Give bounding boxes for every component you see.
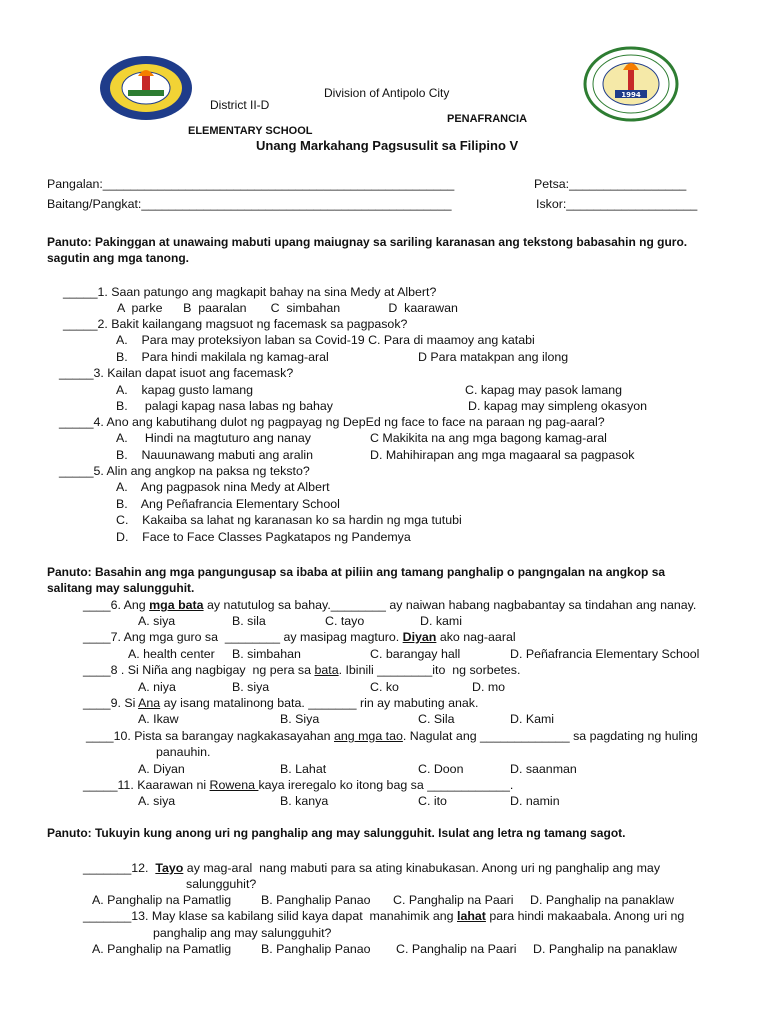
school-name-line2: ELEMENTARY SCHOOL <box>188 125 313 137</box>
section1-instructions-line2: sagutin ang mga tanong. <box>47 251 190 265</box>
question-5-option-b: B. Ang Peñafrancia Elementary School <box>116 497 340 511</box>
q10-option-b: B. Lahat <box>280 762 327 776</box>
svg-text:1994: 1994 <box>621 91 641 99</box>
question-5-option-a: A. Ang pagpasok nina Medy at Albert <box>116 480 330 494</box>
q12-underlined: Tayo <box>155 861 184 875</box>
q6-text-b: ay natutulog sa bahay.________ ay naiwan habang nagbabantay sa tindahan ang nanay. <box>203 598 697 612</box>
q7-text-b: ako nag-aaral <box>436 630 516 644</box>
question-13-continued: panghalip ang may salungguhit? <box>153 926 332 940</box>
q11-option-b: B. kanya <box>280 794 329 808</box>
q10-text-b: . Nagulat ang _____________ sa pagdating ng huling <box>402 729 698 743</box>
question-2: _____2. Bakit kailangang magsuot ng facemask sa pagpasok? <box>63 317 408 331</box>
q12-text-a: _______12. <box>83 861 156 875</box>
q7-option-b: B. simbahan <box>232 647 301 661</box>
question-10 <box>86 728 698 744</box>
q10-text-a: ____10. Pista sa barangay nagkakasayahan <box>86 729 334 743</box>
section2-instructions-line1: Panuto: Basahin ang mga pangungusap sa ibaba at piliin ang tamang panghalip o pangngalan na angkop sa <box>47 565 666 579</box>
question-3-option-d: D. kapag may simpleng okasyon <box>468 399 648 413</box>
q13-option-d: D. Panghalip na panaklaw <box>533 942 677 956</box>
q12-option-a: A. Panghalip na Pamatlig <box>92 893 232 907</box>
q9-option-c: C. Sila <box>418 712 455 726</box>
q7-text-a: ____7. Ang mga guro sa ________ ay masipag magturo. <box>83 630 403 644</box>
q11-underlined: Rowena <box>209 778 259 792</box>
division-name: Division of Antipolo City <box>324 86 450 100</box>
question-1: _____1. Saan patungo ang magkapit bahay na sina Medy at Albert? <box>63 285 437 299</box>
school-name-line1: PENAFRANCIA <box>447 113 528 125</box>
q13-text-b: para hindi makaabala. Anong uri ng <box>485 909 685 923</box>
exam-title: Unang Markahang Pagsusulit sa Filipino V <box>256 138 519 153</box>
q8-underlined: bata <box>314 663 339 677</box>
section3-instructions: Panuto: Tukuyin kung anong uri ng panghalip ang may salungguhit. Isulat ang letra ng tamang sagot. <box>47 826 626 840</box>
question-4-option-a: A. Hindi na magtuturo ang nanay <box>116 431 311 445</box>
question-10-continued: panauhin. <box>156 745 211 759</box>
q13-text-a: _______13. May klase sa kabilang silid kaya dapat manahimik ang <box>83 909 458 923</box>
question-5: _____5. Alin ang angkop na paksa ng teksto? <box>59 464 310 478</box>
question-12-continued: salungguhit? <box>186 877 257 891</box>
q6-underlined: mga bata <box>149 598 204 612</box>
q13-option-c: C. Panghalip na Paari <box>396 942 517 956</box>
question-7 <box>83 629 516 645</box>
school-seal-logo <box>583 46 679 127</box>
q7-option-a: A. health center <box>128 647 215 661</box>
question-12 <box>83 860 660 876</box>
score-field[interactable]: Iskor:___________________ <box>536 197 698 211</box>
question-11 <box>83 777 513 793</box>
question-8 <box>83 662 520 678</box>
q8-option-b: B. siya <box>232 680 270 694</box>
question-3: _____3. Kailan dapat isuot ang facemask? <box>59 366 294 380</box>
question-3-option-b: B. palagi kapag nasa labas ng bahay <box>116 399 333 413</box>
district-name: District II-D <box>210 98 270 112</box>
question-2-option-b: B. Para hindi makilala ng kamag-aral <box>116 350 329 364</box>
q6-text-a: ____6. Ang <box>83 598 150 612</box>
q7-underlined: Diyan <box>402 630 437 644</box>
q10-underlined: ang mga tao <box>334 729 403 743</box>
grade-section-field[interactable]: Baitang/Pangkat:_____________________________________________ <box>47 197 452 211</box>
q12-option-c: C. Panghalip na Paari <box>393 893 514 907</box>
q9-option-a: A. Ikaw <box>138 712 179 726</box>
q11-text-a: _____11. Kaarawan ni <box>83 778 210 792</box>
question-5-option-d: D. Face to Face Classes Pagkatapos ng Pandemya <box>116 530 411 544</box>
q6-option-d: D. kami <box>420 614 462 628</box>
question-9 <box>83 695 478 711</box>
q11-option-a: A. siya <box>138 794 176 808</box>
section2-instructions-line2: salitang may salungguhit. <box>47 581 195 595</box>
q8-text-b: . Ibinili ________ito ng sorbetes. <box>338 663 521 677</box>
q6-option-b: B. sila <box>232 614 266 628</box>
q9-text-a: ____9. Si <box>83 696 139 710</box>
name-field[interactable]: Pangalan:___________________________________________________ <box>47 177 455 191</box>
question-4-option-d: D. Mahihirapan ang mga magaaral sa pagpasok <box>370 448 635 462</box>
q11-text-b: kaya ireregalo ko itong bag sa ____________. <box>258 778 514 792</box>
q13-option-a: A. Panghalip na Pamatlig <box>92 942 232 956</box>
q11-option-d: D. namin <box>510 794 560 808</box>
q9-underlined: Ana <box>138 696 161 710</box>
q12-text-b: ay mag-aral nang mabuti para sa ating kinabukasan. Anong uri ng panghalip ang may <box>183 861 661 875</box>
question-6 <box>83 597 696 613</box>
q10-option-c: C. Doon <box>418 762 464 776</box>
question-3-option-a: A. kapag gusto lamang <box>116 383 254 397</box>
q13-underlined: lahat <box>457 909 486 923</box>
q6-option-a: A. siya <box>138 614 176 628</box>
q8-text-a: ____8 . Si Niña ang nagbigay ng pera sa <box>83 663 315 677</box>
question-1-options: A parke B paaralan C simbahan D kaarawan <box>117 301 458 315</box>
q8-option-d: D. mo <box>472 680 506 694</box>
q12-option-d: D. Panghalip na panaklaw <box>530 893 674 907</box>
q10-option-a: A. Diyan <box>138 762 185 776</box>
question-2-option-a: A. Para may proteksiyon laban sa Covid-19 C. Para di maamoy ang katabi <box>116 333 535 347</box>
q6-option-c: C. tayo <box>325 614 365 628</box>
question-4-option-c: C Makikita na ang mga bagong kamag-aral <box>370 431 607 445</box>
question-3-option-c: C. kapag may pasok lamang <box>465 383 623 397</box>
deped-seal-logo <box>98 54 194 127</box>
question-2-option-d: D Para matakpan ang ilong <box>418 350 569 364</box>
question-4: _____4. Ano ang kabutihang dulot ng pagpayag ng DepEd ng face to face na paraan ng pag-aaral? <box>59 415 605 429</box>
q7-option-c: C. barangay hall <box>370 647 461 661</box>
q9-option-d: D. Kami <box>510 712 555 726</box>
question-13 <box>83 908 684 924</box>
q10-option-d: D. saanman <box>510 762 577 776</box>
date-field[interactable]: Petsa:_________________ <box>534 177 687 191</box>
q9-option-b: B. Siya <box>280 712 320 726</box>
q11-option-c: C. ito <box>418 794 447 808</box>
q8-option-a: A. niya <box>138 680 176 694</box>
q12-option-b: B. Panghalip Panao <box>261 893 371 907</box>
section1-instructions-line1: Panuto: Pakinggan at unawaing mabuti upang maiugnay sa sariling karanasan ang tekstong babasahin ng guro. <box>47 235 688 249</box>
question-4-option-b: B. Nauunawang mabuti ang aralin <box>116 448 313 462</box>
q9-text-b: ay isang matalinong bata. _______ rin ay mabuting anak. <box>160 696 479 710</box>
question-5-option-c: C. Kakaiba sa lahat ng karanasan ko sa hardin ng mga tutubi <box>116 513 462 527</box>
q13-option-b: B. Panghalip Panao <box>261 942 371 956</box>
q7-option-d: D. Peñafrancia Elementary School <box>510 647 700 661</box>
q8-option-c: C. ko <box>370 680 399 694</box>
